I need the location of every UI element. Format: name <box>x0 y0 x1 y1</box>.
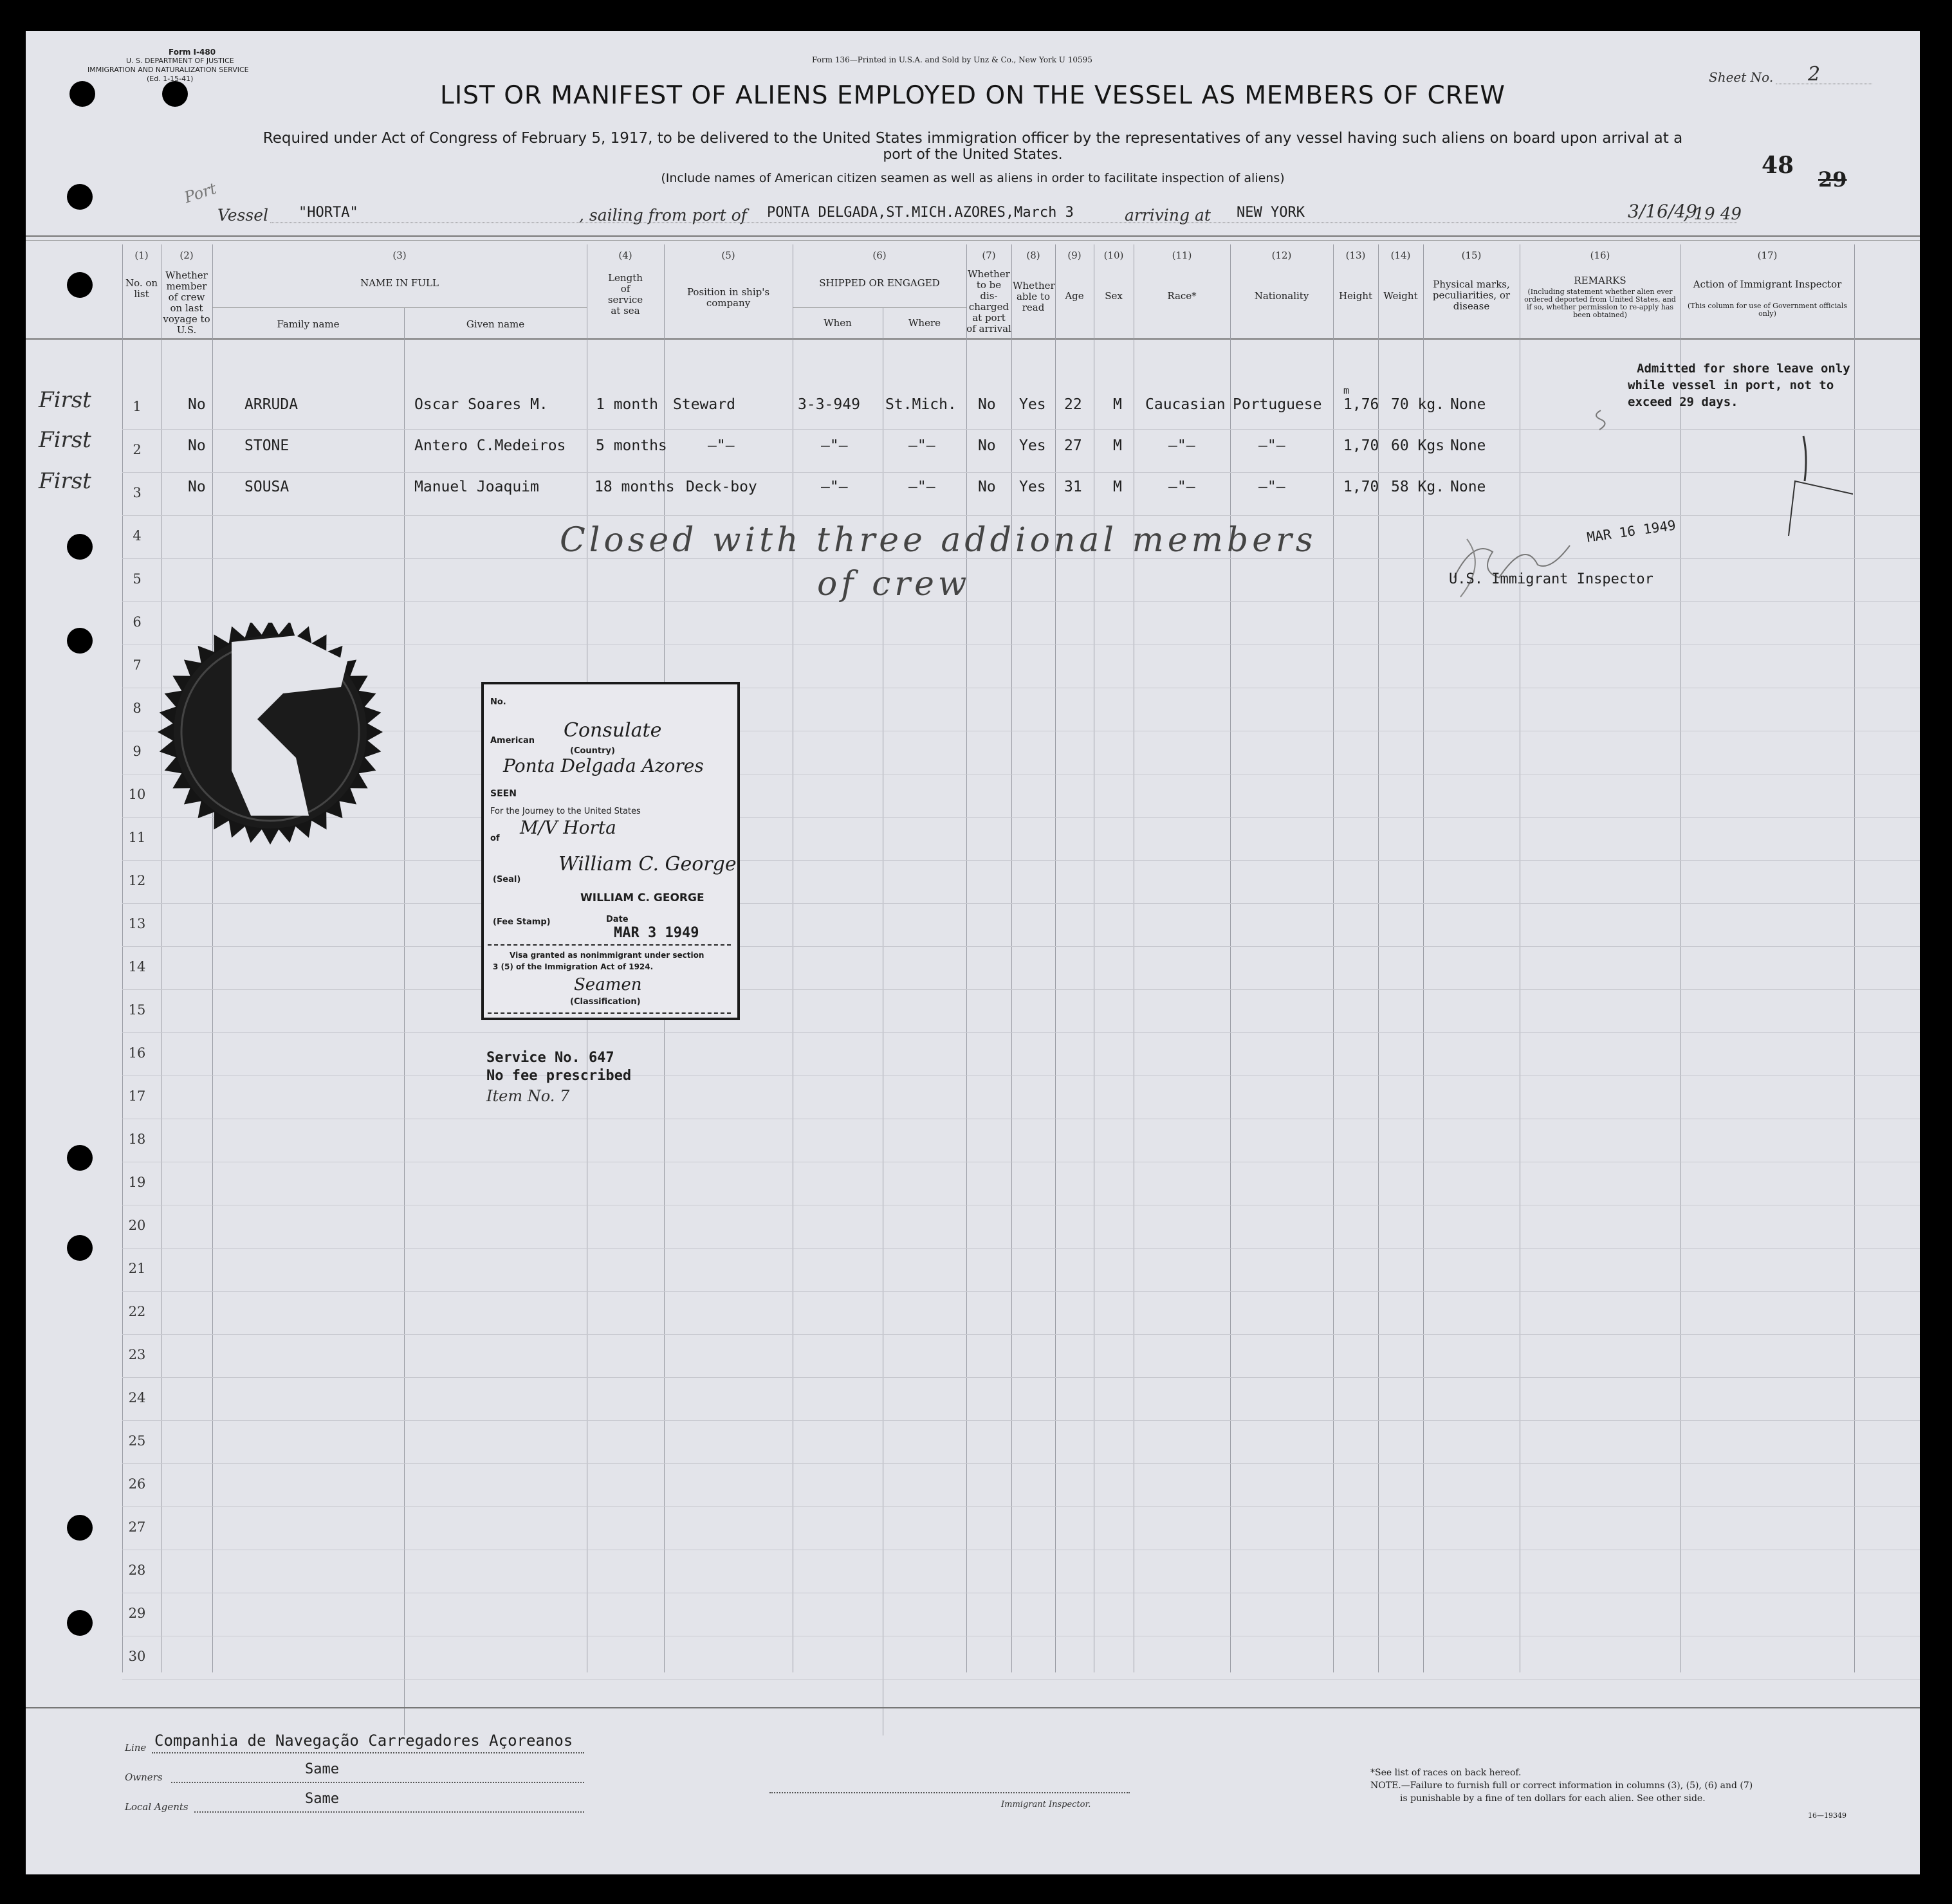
col-12-header: Nationality <box>1254 290 1309 302</box>
port-note: Port <box>181 179 219 207</box>
punch-hole <box>67 1145 93 1171</box>
row-number: 21 <box>128 1261 146 1276</box>
row-number: 6 <box>133 614 142 630</box>
crew-marks: None <box>1450 396 1486 413</box>
stamp-visa-text: 3 (5) of the Immigration Act of 1924. <box>493 962 654 971</box>
crew-read: Yes <box>1019 479 1046 495</box>
row-number: 15 <box>128 1002 146 1018</box>
crew-given-name: Oscar Soares M. <box>414 396 548 413</box>
col-15-header: Physical marks, peculiarities, or disease <box>1432 279 1511 312</box>
row-rule <box>122 1032 1920 1033</box>
sailing-from: PONTA DELGADA,ST.MICH.AZORES,March 3 <box>767 205 1074 221</box>
col-2-number: (2) <box>180 250 194 261</box>
col-6-number: (6) <box>872 250 887 261</box>
stamp-seal-label: (Seal) <box>493 875 521 884</box>
row-number: 19 <box>128 1175 146 1190</box>
crew-shipped-where: —"— <box>908 479 935 495</box>
col-12-number: (12) <box>1271 250 1292 261</box>
column-line <box>1854 244 1855 1672</box>
inspector-footer-label: Immigrant Inspector. <box>1001 1800 1091 1809</box>
agents-value: Same <box>305 1791 339 1807</box>
row-number: 29 <box>128 1606 146 1621</box>
col-11-header: Race* <box>1167 290 1197 302</box>
row-number: 11 <box>128 830 146 845</box>
crew-shipped-when: —"— <box>821 437 848 454</box>
punch-hole <box>67 272 93 298</box>
col-17-header: Action of Immigrant Inspector <box>1693 279 1842 290</box>
column-line <box>1055 244 1056 1672</box>
year: , 19 49 <box>1683 205 1742 224</box>
race-list-note: *See list of races on back hereof. <box>1370 1768 1522 1778</box>
row-number: 3 <box>133 485 142 500</box>
line-value: Companhia de Navegação Carregadores Açoreanos <box>154 1732 573 1750</box>
punch-hole <box>67 1610 93 1636</box>
family-name-header: Family name <box>277 318 340 330</box>
crew-shipped-when: —"— <box>821 479 848 495</box>
penalty-note: NOTE.—Failure to furnish full or correct information in columns (3), (5), (6) and (7) <box>1370 1780 1753 1791</box>
col-10-number: (10) <box>1103 250 1124 261</box>
crew-shipped-where: St.Mich. <box>885 396 957 413</box>
arriving-label: arriving at <box>1125 206 1211 224</box>
row-number: 1 <box>133 399 142 414</box>
row-rule <box>122 1377 1920 1378</box>
col-1-number: (1) <box>134 250 149 261</box>
row-number: 30 <box>128 1649 146 1664</box>
column-line <box>122 244 123 1672</box>
crew-position: Steward <box>673 396 735 413</box>
row-number: 20 <box>128 1218 146 1233</box>
col-14-number: (14) <box>1390 250 1411 261</box>
visa-stamp <box>481 682 740 1020</box>
punch-hole <box>67 628 93 654</box>
header-rule <box>26 240 1920 241</box>
crew-discharged: No <box>978 437 996 454</box>
agents-rule <box>194 1811 584 1813</box>
department: U. S. DEPARTMENT OF JUSTICE <box>126 57 234 65</box>
crew-member-flag: No <box>188 437 206 454</box>
crew-position: —"— <box>708 437 735 454</box>
crew-given-name: Antero C.Medeiros <box>414 437 566 454</box>
line-label: Line <box>125 1742 147 1753</box>
row-number: 28 <box>128 1562 146 1578</box>
col-11-number: (11) <box>1172 250 1192 261</box>
include-note: (Include names of American citizen seamen as well as aliens in order to facilitate inspection of aliens) <box>661 171 1285 185</box>
stamp-seen: SEEN <box>490 789 517 799</box>
col-16-header: REMARKS <box>1574 275 1626 286</box>
stamp-country-label: (Country) <box>570 746 615 756</box>
footer-rule <box>26 1707 1920 1708</box>
row-rule <box>122 946 1920 947</box>
crew-marks: None <box>1450 479 1486 495</box>
col-14-header: Weight <box>1383 290 1418 302</box>
row-number: 13 <box>128 916 146 931</box>
col-15-number: (15) <box>1461 250 1482 261</box>
col-7-header: Whether to be dis-charged at port of arrival <box>966 268 1011 334</box>
col-9-number: (9) <box>1067 250 1082 261</box>
row-rule <box>122 1291 1920 1292</box>
col-4-header: Length of service at sea <box>607 272 643 316</box>
crew-family-name: SOUSA <box>244 479 290 495</box>
row-number: 18 <box>128 1131 146 1147</box>
crew-shipped-where: —"— <box>908 437 935 454</box>
name-subrule <box>212 307 587 308</box>
row-number: 12 <box>128 873 146 888</box>
shipped-subrule <box>793 307 966 308</box>
sailing-label: , sailing from port of <box>579 206 747 224</box>
crew-marks: None <box>1450 437 1486 454</box>
col-10-header: Sex <box>1105 290 1123 302</box>
column-line <box>1333 244 1334 1672</box>
owners-rule <box>171 1782 584 1783</box>
row-rule <box>122 1248 1920 1249</box>
margin-note: First <box>39 387 91 413</box>
crew-height: 1,70 <box>1343 437 1379 454</box>
remarks-line: exceed 29 days. <box>1628 395 1738 409</box>
stamp-visa-text: Visa granted as nonimmigrant under section <box>510 951 704 960</box>
subtitle-line-2: port of the United States. <box>883 147 1063 163</box>
crew-discharged: No <box>978 479 996 495</box>
remarks-line: while vessel in port, not to <box>1628 378 1834 392</box>
sheet-label: Sheet No. <box>1709 69 1774 85</box>
remarks-line: Admitted for shore leave only <box>1637 362 1850 376</box>
crew-service: 18 months <box>594 479 675 495</box>
footer-code: 16—19349 <box>1808 1811 1846 1820</box>
service-number: Service No. 647 <box>486 1050 614 1066</box>
crew-nationality: —"— <box>1258 479 1285 495</box>
stamp-classification: Seamen <box>574 975 642 994</box>
margin-note: First <box>39 468 91 494</box>
row-rule <box>122 1506 1920 1507</box>
col-3-header: NAME IN FULL <box>360 277 439 289</box>
punch-hole <box>67 184 93 210</box>
when-header: When <box>824 317 852 329</box>
crew-age: 22 <box>1064 396 1082 413</box>
stamp-place: Ponta Delgada Azores <box>503 755 704 776</box>
stamp-vessel: M/V Horta <box>520 817 616 838</box>
crew-member-flag: No <box>188 396 206 413</box>
form-code: (Ed. 1-15-41) <box>147 75 194 83</box>
row-number: 26 <box>128 1476 146 1492</box>
crew-weight: 58 Kg. <box>1391 479 1445 495</box>
row-number: 25 <box>128 1433 146 1449</box>
crew-sex: M <box>1113 396 1122 413</box>
vessel-label: Vessel <box>217 206 269 224</box>
closing-note: Closed with three addional members <box>560 521 1317 560</box>
crew-position: Deck-boy <box>686 479 757 495</box>
col-7-number: (7) <box>982 250 996 261</box>
crew-member-flag: No <box>188 479 206 495</box>
row-number: 16 <box>128 1045 146 1061</box>
page-number-struck: 29 <box>1818 167 1847 192</box>
manifest-sheet <box>26 31 1920 1874</box>
punch-hole <box>67 534 93 560</box>
crew-sex: M <box>1113 437 1122 454</box>
item-note: Item No. 7 <box>486 1087 570 1105</box>
crew-family-name: ARRUDA <box>244 396 299 413</box>
column-line <box>1423 244 1424 1672</box>
stamp-signature: William C. George <box>558 853 737 875</box>
arrival-date: 3/16/49 <box>1628 201 1697 222</box>
printer-line: Form 136—Printed in U.S.A. and Sold by Unz & Co., New York U 10595 <box>812 55 1092 64</box>
stamp-fee-label: (Fee Stamp) <box>493 917 551 927</box>
column-line <box>1011 244 1012 1672</box>
row-number: 27 <box>128 1519 146 1535</box>
row-rule <box>122 1463 1920 1464</box>
height-unit: m <box>1343 385 1350 396</box>
col-9-header: Age <box>1065 290 1084 302</box>
page-number: 48 <box>1762 152 1794 179</box>
crew-race: —"— <box>1168 437 1195 454</box>
row-rule <box>122 989 1920 990</box>
crew-height: 1,70 <box>1343 479 1379 495</box>
form-number: Form I-480 <box>169 48 216 57</box>
row-number: 7 <box>133 657 142 673</box>
row-number: 8 <box>133 700 142 716</box>
crew-age: 27 <box>1064 437 1082 454</box>
row-number: 9 <box>133 744 142 759</box>
stamp-divider <box>488 944 731 946</box>
col-17-number: (17) <box>1757 250 1778 261</box>
stamp-of-label: of <box>490 834 500 843</box>
row-number: 10 <box>128 787 146 802</box>
stamp-signer: WILLIAM C. GEORGE <box>580 892 704 904</box>
row-number: 14 <box>128 959 146 975</box>
inspector-rule <box>769 1792 1130 1793</box>
punch-hole <box>67 1515 93 1541</box>
arriving-at: NEW YORK <box>1237 205 1305 221</box>
subtitle-line-1: Required under Act of Congress of February 5, 1917, to be delivered to the United States immigration officer by the representatives of any vessel having such aliens on board upon arrival at a <box>262 130 1683 147</box>
crew-race: —"— <box>1168 479 1195 495</box>
owners-label: Owners <box>125 1771 163 1783</box>
col-13-header: Height <box>1338 290 1373 302</box>
punch-hole <box>67 1235 93 1261</box>
row-number: 22 <box>128 1304 146 1319</box>
crew-family-name: STONE <box>244 437 290 454</box>
column-line <box>966 244 967 1672</box>
crew-age: 31 <box>1064 479 1082 495</box>
crew-height: 1,76 <box>1343 396 1379 413</box>
crew-nationality: Portuguese <box>1233 396 1322 413</box>
col-5-number: (5) <box>721 250 735 261</box>
inspector-label: U.S. Immigrant Inspector <box>1449 571 1653 587</box>
line-rule <box>152 1752 584 1753</box>
crew-nationality: —"— <box>1258 437 1285 454</box>
consular-seal <box>148 623 418 854</box>
stamp-consulate: Consulate <box>564 719 662 742</box>
stamp-date-label: Date <box>606 915 629 924</box>
row-number: 24 <box>128 1390 146 1405</box>
col-5-header: Position in ship's company <box>686 286 770 309</box>
crew-weight: 60 Kgs <box>1391 437 1445 454</box>
where-header: Where <box>908 317 941 329</box>
crew-service: 1 month <box>596 396 658 413</box>
closing-note: of crew <box>817 565 971 603</box>
stamp-journey: For the Journey to the United States <box>490 807 641 816</box>
stamp-divider <box>488 1012 731 1014</box>
column-line <box>1230 244 1231 1672</box>
row-rule <box>122 1334 1920 1335</box>
agents-label: Local Agents <box>125 1801 189 1813</box>
column-line <box>1378 244 1379 1672</box>
row-rule <box>122 1420 1920 1421</box>
row-rule <box>122 903 1920 904</box>
column-line <box>212 244 213 1672</box>
crew-weight: 70 kg. <box>1391 396 1445 413</box>
col-3-number: (3) <box>392 250 407 261</box>
row-number: 5 <box>133 571 142 587</box>
inspector-date-stamp: MAR 16 1949 <box>1586 517 1677 545</box>
row-number: 4 <box>133 528 142 544</box>
given-name-header: Given name <box>466 318 525 330</box>
inspector-signature <box>1441 526 1589 603</box>
col-8-header: Whether able to read <box>1013 280 1055 313</box>
row-rule <box>122 860 1920 861</box>
col-13-number: (13) <box>1345 250 1366 261</box>
service-name: IMMIGRATION AND NATURALIZATION SERVICE <box>87 66 249 74</box>
col-4-number: (4) <box>618 250 632 261</box>
stamp-american-label: American <box>490 736 535 746</box>
row-number: 23 <box>128 1347 146 1362</box>
col-1-header: No. on list <box>125 277 158 300</box>
col-16-number: (16) <box>1590 250 1610 261</box>
sheet-number: 2 <box>1808 63 1821 86</box>
crew-shipped-when: 3-3-949 <box>798 396 860 413</box>
row-rule <box>122 601 1920 602</box>
col-17-subheader: (This column for use of Government officials only) <box>1688 302 1847 318</box>
row-rule <box>122 1679 1920 1680</box>
crew-race: Caucasian <box>1145 396 1226 413</box>
stamp-date: MAR 3 1949 <box>614 925 699 941</box>
header-rule <box>26 235 1920 237</box>
crew-read: Yes <box>1019 437 1046 454</box>
row-number: 17 <box>128 1088 146 1104</box>
column-line <box>404 307 405 1735</box>
page-title: LIST OR MANIFEST OF ALIENS EMPLOYED ON THE VESSEL AS MEMBERS OF CREW <box>440 81 1505 110</box>
penalty-note: is punishable by a fine of ten dollars for each alien. See other side. <box>1400 1793 1706 1804</box>
col-16-subheader: (Including statement whether alien ever ordered deported from United States, and if so, whether permission to re-apply has been obtained) <box>1524 288 1676 319</box>
col-8-number: (8) <box>1026 250 1040 261</box>
fee-note: No fee prescribed <box>486 1068 632 1084</box>
vessel-name: "HORTA" <box>299 205 358 221</box>
stamp-no-label: No. <box>490 697 506 707</box>
crew-discharged: No <box>978 396 996 413</box>
stamp-class-label: (Classification) <box>570 997 641 1007</box>
crew-read: Yes <box>1019 396 1046 413</box>
crew-service: 5 months <box>596 437 667 454</box>
row-number: 2 <box>133 442 142 457</box>
crew-sex: M <box>1113 479 1122 495</box>
crew-given-name: Manuel Joaquim <box>414 479 539 495</box>
column-header-rule <box>26 338 1920 340</box>
margin-note: First <box>39 427 91 453</box>
col-6-header: SHIPPED OR ENGAGED <box>819 277 940 289</box>
owners-value: Same <box>305 1761 339 1777</box>
col-2-header: Whether member of crew on last voyage to U.S. <box>163 270 210 336</box>
